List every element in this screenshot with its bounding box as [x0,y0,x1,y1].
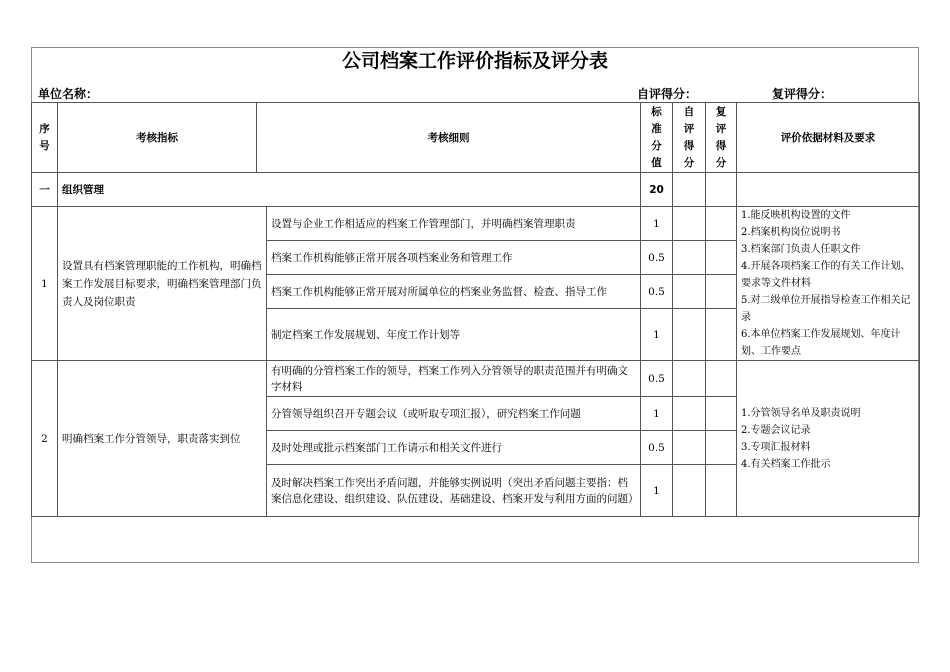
rule-review-score-cell[interactable] [706,465,737,517]
rule-score: 1 [641,309,673,361]
col-header-rules: 考核细则 [257,103,641,173]
rule-review-score-cell[interactable] [706,207,737,241]
rule-review-score-cell[interactable] [706,361,737,397]
section-score: 20 [641,173,673,207]
rule-score: 1 [641,207,673,241]
col-header-evidence: 评价依据材料及要求 [737,103,920,173]
rule-self-score-cell[interactable] [673,361,706,397]
evidence-line: 2.档案机构岗位说明书 [741,227,841,238]
rule-text: 档案工作机构能够正常开展对所属单位的档案业务监督、检查、指导工作 [267,275,641,309]
item-indicator: 设置具有档案管理职能的工作机构，明确档案工作发展目标要求，明确档案管理部门负责人及岗位职责 [58,207,267,361]
evidence-line: 3.专项汇报材料 [741,441,811,453]
rule-text: 及时处理或批示档案部门工作请示和相关文件进行 [267,431,641,465]
evidence-line: 2.专题会议记录 [741,424,811,436]
rule-self-score-cell[interactable] [673,465,706,517]
section-review-score-cell[interactable] [706,173,737,207]
rule-review-score-cell[interactable] [706,241,737,275]
rule-review-score-cell[interactable] [706,309,737,361]
review-score-label: 复评得分： [772,87,833,101]
section-name: 组织管理 [58,173,641,207]
item-seq: 2 [32,361,58,517]
col-header-review-score [706,103,737,173]
rule-score: 0.5 [641,241,673,275]
col-header-self-score-text: 自评得分 [683,105,695,169]
evidence-line: 4.有关档案工作批示 [741,458,831,470]
evidence-line: 6.本单位档案工作发展规划、年度计划、工作要点 [741,329,901,357]
col-header-self-score [673,103,706,173]
table-row [32,361,920,397]
table-row [32,207,920,241]
rule-score: 0.5 [641,275,673,309]
evidence-line: 1.分管领导名单及职责说明 [741,407,861,419]
section-evidence-cell [737,173,920,207]
rule-self-score-cell[interactable] [673,309,706,361]
col-header-seq-text: 序号 [39,122,50,152]
section-self-score-cell[interactable] [673,173,706,207]
col-header-review-score-text: 复评得分 [715,105,727,169]
rule-score: 1 [641,465,673,517]
col-header-std-score [641,103,673,173]
col-header-indicator: 考核指标 [58,103,257,173]
section-row [32,173,920,207]
page-title: 公司档案工作评价指标及评分表 [341,50,608,72]
rule-text: 分管领导组织召开专题会议（或听取专项汇报），研究档案工作问题 [267,397,641,431]
rule-text: 档案工作机构能够正常开展各项档案业务和管理工作 [267,241,641,275]
rule-score: 0.5 [641,431,673,465]
unit-name-label: 单位名称： [38,87,99,101]
col-header-seq [32,103,58,173]
rule-text: 设置与企业工作相适应的档案工作管理部门，并明确档案管理职责 [267,207,641,241]
section-number: 一 [32,173,58,207]
rule-review-score-cell[interactable] [706,397,737,431]
rule-self-score-cell[interactable] [673,207,706,241]
rule-self-score-cell[interactable] [673,241,706,275]
rule-text: 及时解决档案工作突出矛盾问题，并能够实例说明（突出矛盾问题主要指：档案信息化建设、组织建设、队伍建设、基础建设、档案开发与利用方面的问题） [267,465,641,517]
table-header-row [32,103,920,173]
evidence-line: 1.能反映机构设置的文件 [741,210,851,221]
evidence-line: 4.开展各项档案工作的有关工作计划、要求等文件材料 [741,261,911,289]
rule-self-score-cell[interactable] [673,431,706,465]
item-evidence [737,361,920,517]
evaluation-table [31,102,920,517]
evidence-line: 3.档案部门负责人任职文件 [741,244,861,255]
item-evidence [737,207,920,361]
self-score-label: 自评得分： [637,87,698,101]
item-seq: 1 [32,207,58,361]
rule-score: 0.5 [641,361,673,397]
rule-review-score-cell[interactable] [706,275,737,309]
evidence-line: 5.对二级单位开展指导检查工作相关记录 [741,295,911,323]
rule-score: 1 [641,397,673,431]
col-header-std-score-text: 标准分值 [651,105,662,169]
rule-text: 有明确的分管档案工作的领导，档案工作列入分管领导的职责范围并有明确文字材料 [267,361,641,397]
rule-self-score-cell[interactable] [673,397,706,431]
rule-text: 制定档案工作发展规划、年度工作计划等 [267,309,641,361]
rule-self-score-cell[interactable] [673,275,706,309]
item-indicator: 明确档案工作分管领导，职责落实到位 [58,361,267,517]
rule-review-score-cell[interactable] [706,431,737,465]
